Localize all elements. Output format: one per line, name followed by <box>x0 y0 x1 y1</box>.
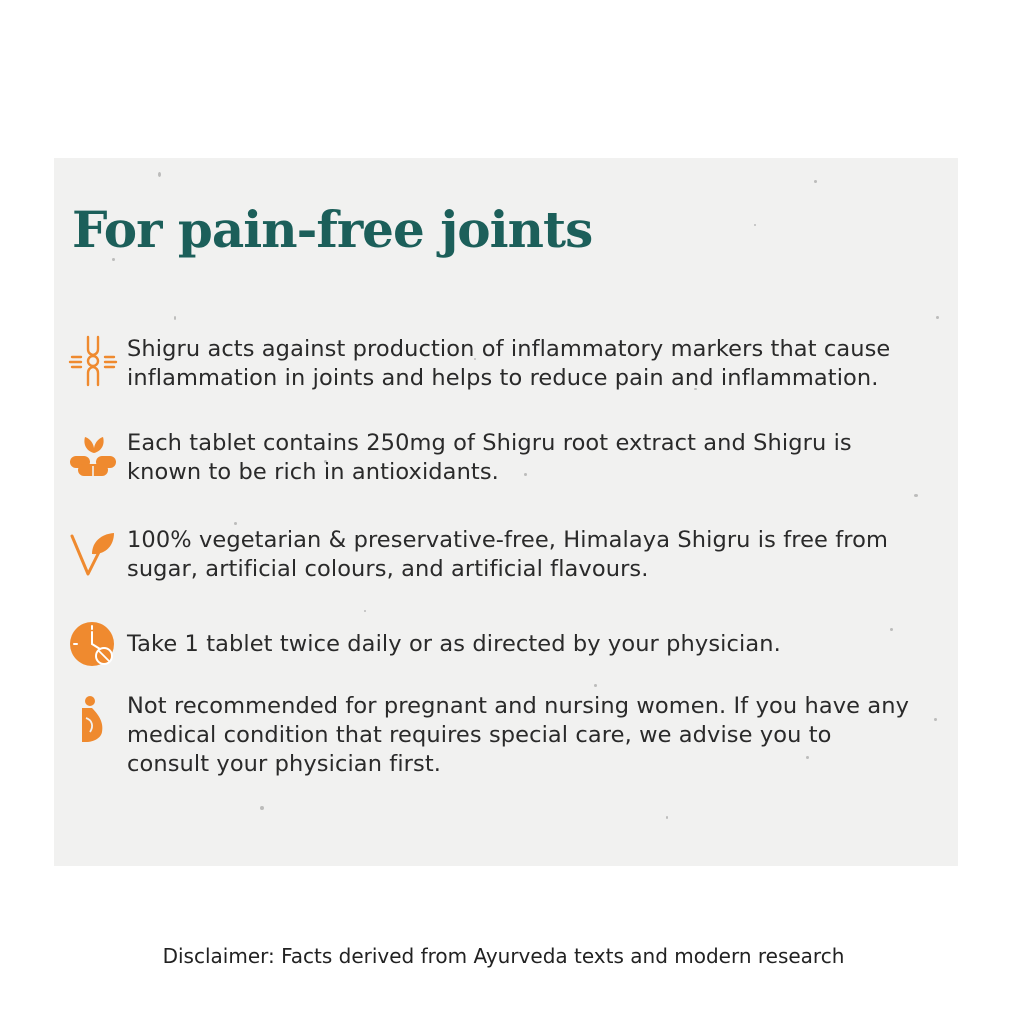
benefit-item-anti-inflammatory <box>68 335 948 393</box>
benefit-item-vegetarian <box>68 526 948 584</box>
clock-tablet-icon <box>68 618 120 670</box>
knee-joint-icon <box>68 335 120 387</box>
benefit-text: Take 1 tablet twice daily or as directed by your physician. <box>127 631 781 657</box>
benefit-text: Each tablet contains 250mg of Shigru root extract and Shigru is known to be rich in antioxidants. <box>127 430 852 485</box>
benefit-text: Not recommended for pregnant and nursing women. If you have any medical condition that requires special care, we advise you to consult your physician first. <box>127 693 909 777</box>
benefit-text: Shigru acts against production of inflammatory markers that cause inflammation in joints and helps to reduce pain and inflammation. <box>127 336 891 391</box>
disclaimer-text: Disclaimer: Facts derived from Ayurveda texts and modern research <box>162 944 845 968</box>
vegetarian-leaf-icon <box>68 526 120 578</box>
pregnant-woman-icon <box>68 692 120 744</box>
benefit-text: 100% vegetarian & preservative-free, Himalaya Shigru is free from sugar, artificial colours, and artificial flavours. <box>127 527 888 582</box>
benefit-item-dosage <box>68 618 948 670</box>
info-panel <box>54 158 958 866</box>
benefit-item-root-extract <box>68 429 948 487</box>
benefit-item-caution <box>68 692 948 779</box>
herbal-tablet-icon <box>68 429 120 481</box>
panel-title: For pain-free joints <box>72 200 593 259</box>
